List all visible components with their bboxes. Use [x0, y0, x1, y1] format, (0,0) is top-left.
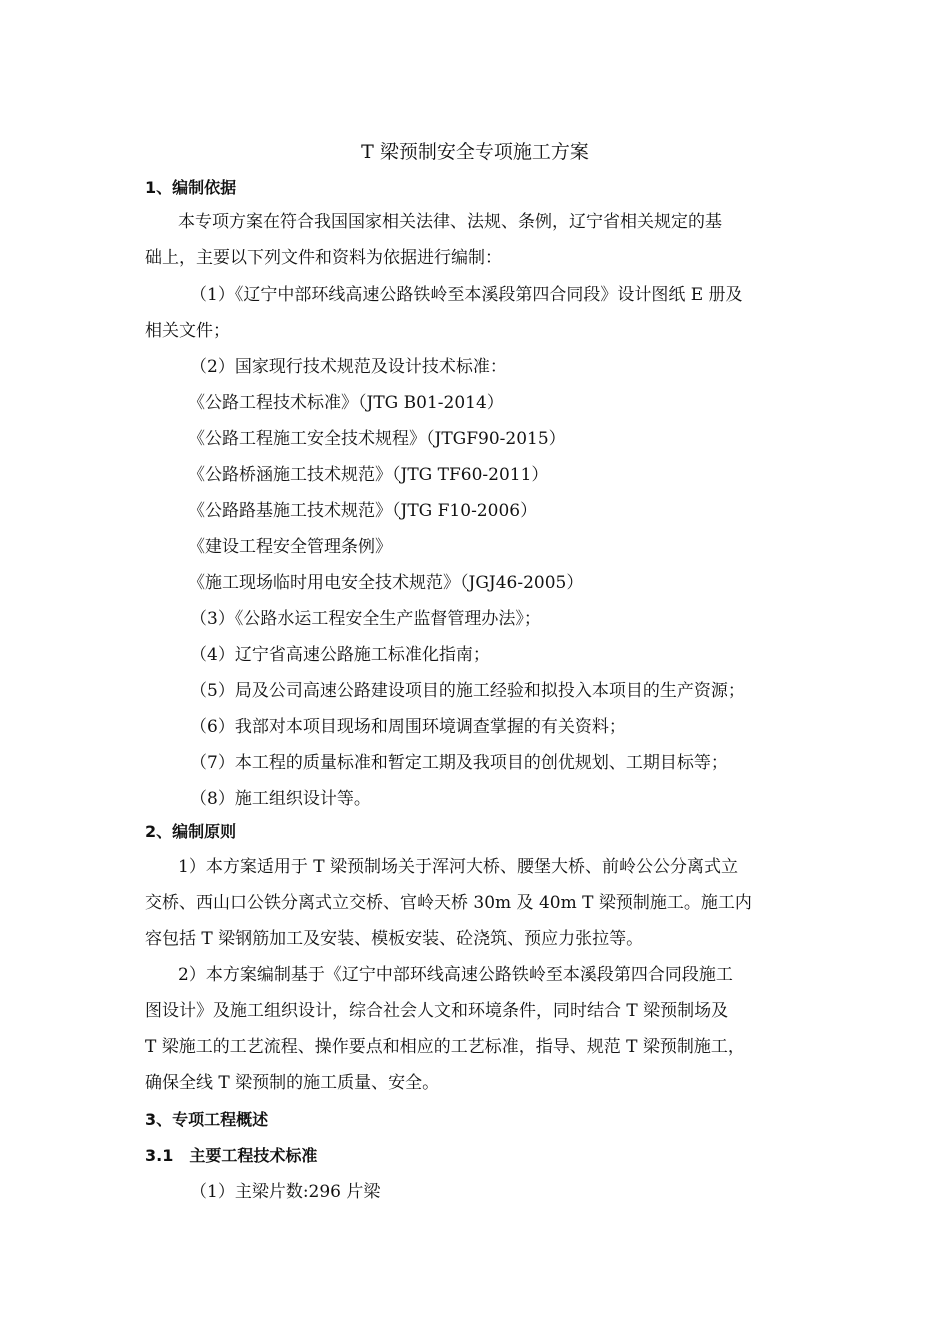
- paragraph-line: 础上，主要以下列文件和资料为依据进行编制：: [145, 248, 502, 268]
- standard-item: 《公路工程施工安全技术规程》（JTGF90-2015）: [188, 429, 566, 449]
- standard-item: 《公路桥涵施工技术规范》（JTG TF60-2011）: [188, 465, 549, 485]
- standard-item: 《施工现场临时用电安全技术规范》（JGJ46-2005）: [188, 573, 584, 593]
- list-item: （5）局及公司高速公路建设项目的施工经验和拟投入本项目的生产资源；: [190, 681, 745, 701]
- paragraph-line: T 梁施工的工艺流程、操作要点和相应的工艺标准，指导、规范 T 梁预制施工，: [145, 1037, 745, 1057]
- list-item: （3）《公路水运工程安全生产监督管理办法》；: [190, 609, 541, 629]
- paragraph-line: 图设计》及施工组织设计，综合社会人文和环境条件，同时结合 T 梁预制场及: [145, 1001, 729, 1021]
- paragraph-line: 容包括 T 梁钢筋加工及安装、模板安装、砼浇筑、预应力张拉等。: [145, 929, 644, 949]
- list-item: （1）主梁片数:296 片梁: [190, 1182, 381, 1202]
- list-item: （4）辽宁省高速公路施工标准化指南；: [190, 645, 490, 665]
- list-item: （7）本工程的质量标准和暂定工期及我项目的创优规划、工期目标等；: [190, 753, 728, 773]
- paragraph-line: 本专项方案在符合我国国家相关法律、法规、条例，辽宁省相关规定的基: [178, 212, 722, 232]
- paragraph-line: 确保全线 T 梁预制的施工质量、安全。: [145, 1073, 440, 1093]
- list-item-continuation: 相关文件；: [145, 321, 230, 341]
- list-item: （1）《辽宁中部环线高速公路铁岭至本溪段第四合同段》设计图纸 E 册及: [190, 285, 743, 305]
- list-item: （8）施工组织设计等。: [190, 789, 371, 809]
- section-2-heading: 2、编制原则: [145, 822, 237, 841]
- standard-item: 《公路路基施工技术规范》（JTG F10-2006）: [188, 501, 538, 521]
- paragraph-line: 交桥、西山口公铁分离式立交桥、官岭天桥 30m 及 40m T 梁预制施工。施工内: [145, 893, 752, 913]
- paragraph-line: 1）本方案适用于 T 梁预制场关于浑河大桥、腰堡大桥、前岭公公分离式立: [178, 857, 738, 877]
- section-3-heading: 3、专项工程概述: [145, 1110, 269, 1129]
- document-title: T 梁预制安全专项施工方案: [361, 141, 589, 163]
- section-3-1-heading: 3.1 主要工程技术标准: [145, 1146, 318, 1165]
- standard-item: 《公路工程技术标准》（JTG B01-2014）: [188, 393, 504, 413]
- list-item: （6）我部对本项目现场和周围环境调查掌握的有关资料；: [190, 717, 626, 737]
- list-item: （2）国家现行技术规范及设计技术标准：: [190, 357, 507, 377]
- standard-item: 《建设工程安全管理条例》: [188, 537, 392, 557]
- section-1-heading: 1、编制依据: [145, 178, 237, 197]
- paragraph-line: 2）本方案编制基于《辽宁中部环线高速公路铁岭至本溪段第四合同段施工: [178, 965, 733, 985]
